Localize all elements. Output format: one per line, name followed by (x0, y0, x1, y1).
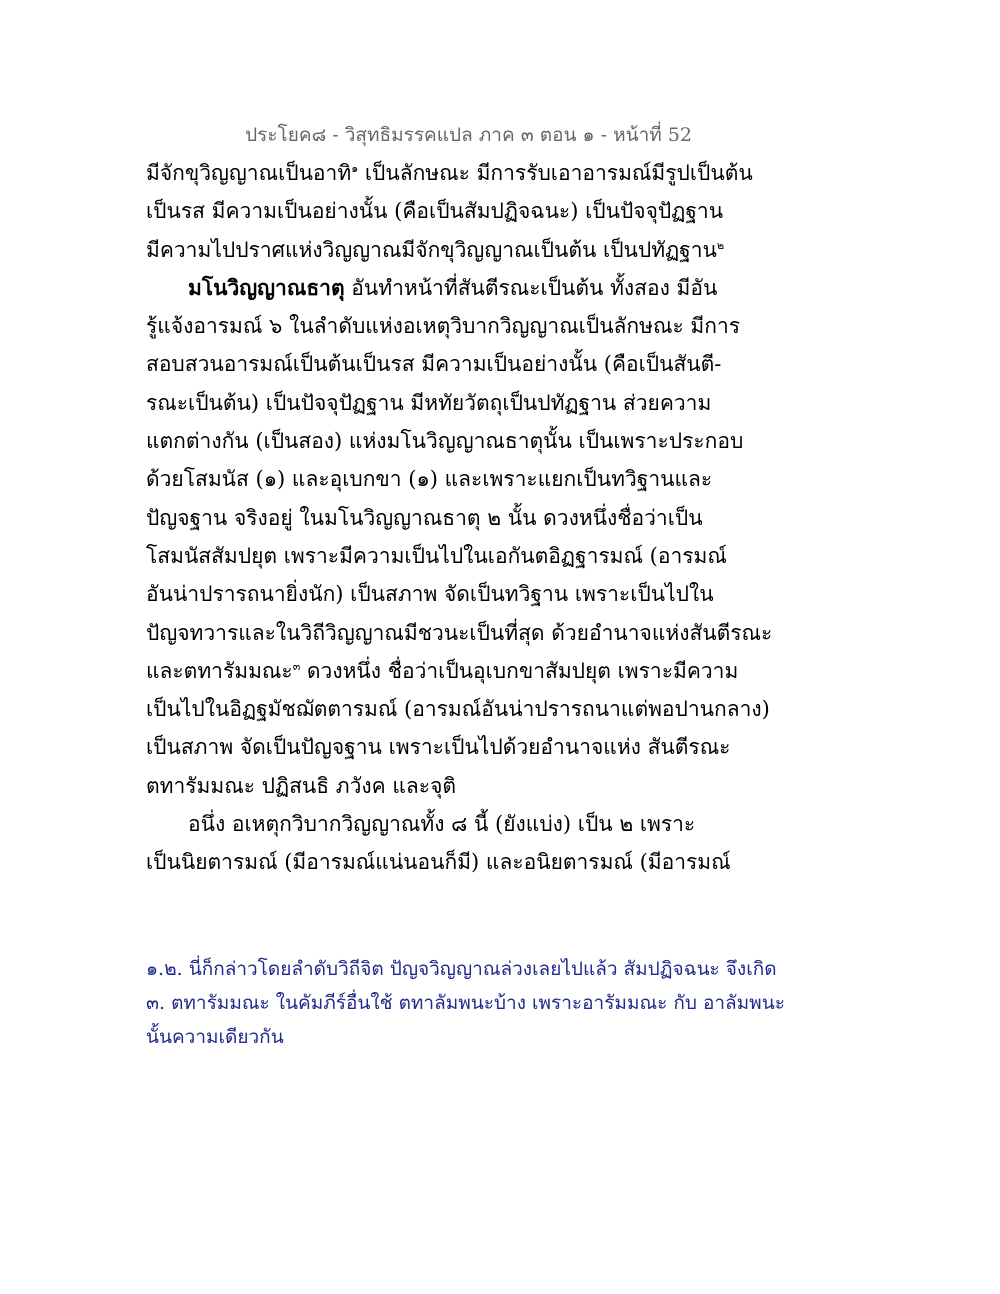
text-line: สอบสวนอารมณ์เป็นต้นเป็นรส มีความเป็นอย่างนั้น (คือเป็นสันตี- (146, 352, 722, 377)
main-text (146, 154, 866, 882)
text-line: อันน่าปรารถนายิ่งนัก) เป็นสภาพ จัดเป็นทวิฐาน เพราะเป็นไปใน (146, 582, 714, 607)
text-line (146, 652, 866, 690)
text-line: เป็นไปในอิฏฐมัชฌัตตารมณ์ (อารมณ์อันน่าปรารถนาแต่พอปานกลาง) (146, 697, 770, 722)
text-segment: มีความไปปราศแห่งวิญญาณมีจักขุวิญญาณเป็นต้น เป็นปทัฏฐาน (146, 237, 717, 262)
footnote-ref: ๒ (716, 238, 725, 252)
text-line: อนึ่ง อเหตุกวิบากวิญญาณทั้ง ๘ นี้ (ยังแบ่ง) เป็น ๒ เพราะ (188, 812, 696, 837)
footnote-line: นั้นความเดียวกัน (146, 1026, 284, 1048)
text-line: เป็นรส มีความเป็นอย่างนั้น (คือเป็นสัมปฏิจฉนะ) เป็นปัจจุปัฏฐาน (146, 199, 724, 224)
text-line (146, 154, 866, 192)
text-line: แตกต่างกัน (เป็นสอง) แห่งมโนวิญญาณธาตุนั้น เป็นเพราะประกอบ (146, 429, 744, 454)
text-line: เป็นสภาพ จัดเป็นปัญจฐาน เพราะเป็นไปด้วยอำนาจแห่ง สันตีรณะ (146, 735, 731, 760)
text-segment: และตทารัมมณะ (146, 658, 293, 683)
text-line: ปัญจฐาน จริงอยู่ ในมโนวิญญาณธาตุ ๒ นั้น ดวงหนึ่งชื่อว่าเป็น (146, 505, 703, 530)
footnote-ref: ๓ (292, 659, 301, 673)
text-segment: เป็นลักษณะ มีการรับเอาอารมณ์มีรูปเป็นต้น (358, 161, 753, 185)
text-line (146, 269, 866, 307)
footnotes (146, 952, 866, 1054)
text-line: ปัญจทวารและในวิถีวิญญาณมีชวนะเป็นที่สุด ด้วยอำนาจแห่งสันตีรณะ (146, 620, 773, 645)
running-header: ประโยค๘ - วิสุทธิมรรคแปล ภาค ๓ ตอน ๑ - หน้าที่ 52 (245, 124, 692, 146)
term-heading: มโนวิญญาณธาตุ (188, 274, 345, 300)
footnote-line: ๑.๒. นี่ก็กล่าวโดยลำดับวิถีจิต ปัญจวิญญาณล่วงเลยไปแล้ว สัมปฏิจฉนะ จึงเกิด (146, 958, 777, 980)
text-line: รณะเป็นต้น) เป็นปัจจุปัฏฐาน มีหทัยวัตถุเป็นปทัฏฐาน ส่วยความ (146, 390, 712, 415)
footnote-line: ๓. ตทารัมมณะ ในคัมภีร์อื่นใช้ ตทาลัมพนะบ้าง เพราะอารัมมณะ กับ อาลัมพนะ (146, 992, 785, 1014)
text-line: โสมนัสสัมปยุต เพราะมีความเป็นไปในเอกันตอิฏฐารมณ์ (อารมณ์ (146, 543, 727, 568)
text-line: ตทารัมมณะ ปฏิสนธิ ภวังค และจุติ (146, 773, 457, 798)
text-segment: อันทำหน้าที่สันตีรณะเป็นต้น ทั้งสอง มีอัน (344, 275, 718, 300)
footnote-ref: ๑ (351, 162, 359, 175)
text-line: เป็นนิยตารมณ์ (มีอารมณ์แน่นอนก็มี) และอนิยตารมณ์ (มีอารมณ์ (146, 850, 731, 875)
text-segment: ดวงหนึ่ง ชื่อว่าเป็นอุเบกขาสัมปยุต เพราะมีความ (300, 658, 739, 683)
text-line (146, 231, 866, 269)
text-line: รู้แจ้งอารมณ์ ๖ ในลำดับแห่งอเหตุวิบากวิญญาณเป็นลักษณะ มีการ (146, 314, 741, 339)
text-segment: มีจักขุวิญญาณเป็นอาทิ (146, 161, 352, 185)
text-line: ด้วยโสมนัส (๑) และอุเบกขา (๑) และเพราะแยกเป็นทวิฐานและ (146, 467, 713, 492)
